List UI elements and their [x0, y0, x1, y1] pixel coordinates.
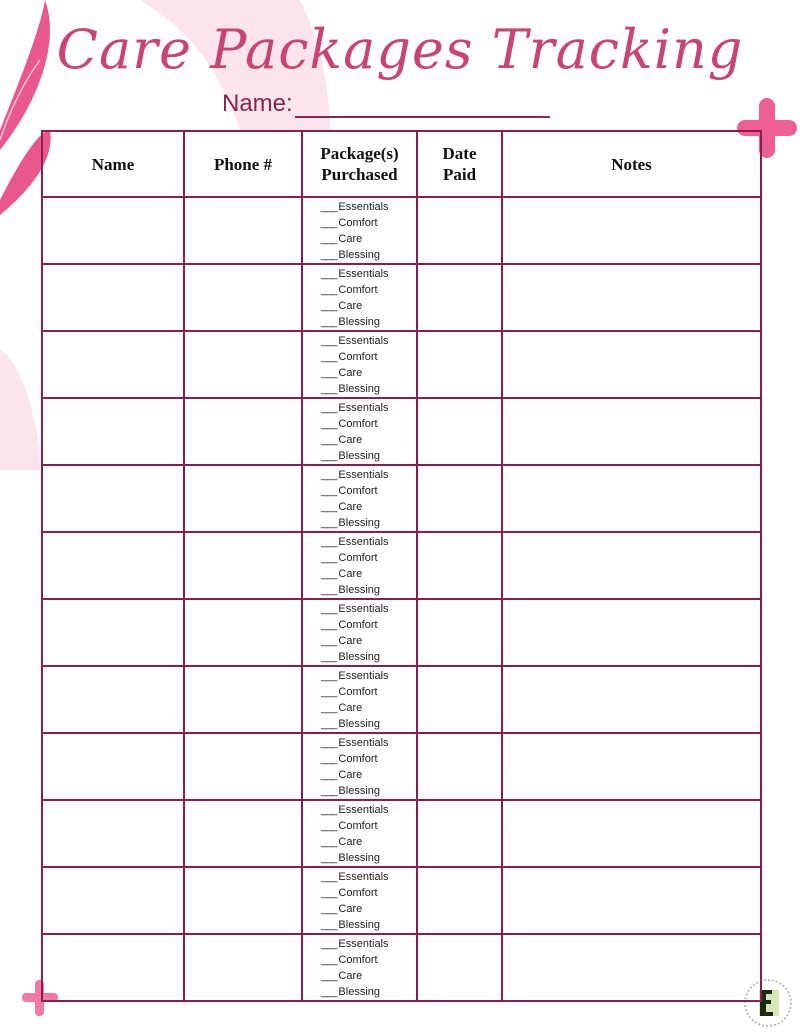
- notes-cell[interactable]: [502, 800, 761, 867]
- packages-cell[interactable]: [302, 532, 417, 599]
- phone-cell[interactable]: [184, 867, 302, 934]
- date-paid-cell[interactable]: [417, 398, 502, 465]
- table-row: [42, 599, 761, 666]
- date-paid-cell[interactable]: [417, 264, 502, 331]
- package-option[interactable]: ___ Care: [321, 901, 416, 917]
- table-row: [42, 264, 761, 331]
- package-options: [303, 266, 416, 330]
- table-row: [42, 331, 761, 398]
- date-paid-cell[interactable]: [417, 599, 502, 666]
- date-paid-cell[interactable]: [417, 666, 502, 733]
- name-cell[interactable]: [42, 532, 184, 599]
- packages-cell[interactable]: [302, 264, 417, 331]
- table-row: [42, 465, 761, 532]
- package-option[interactable]: ___ Essentials: [321, 199, 416, 215]
- date-paid-cell[interactable]: [417, 800, 502, 867]
- packages-cell[interactable]: [302, 599, 417, 666]
- notes-cell[interactable]: [502, 264, 761, 331]
- package-option[interactable]: ___ Blessing: [321, 314, 416, 330]
- package-option[interactable]: ___ Comfort: [321, 684, 416, 700]
- package-options: [303, 467, 416, 531]
- header-phone: Phone #: [184, 131, 302, 197]
- package-option[interactable]: ___ Essentials: [321, 869, 416, 885]
- package-option[interactable]: ___ Care: [321, 298, 416, 314]
- phone-cell[interactable]: [184, 599, 302, 666]
- package-option[interactable]: ___ Essentials: [321, 534, 416, 550]
- notes-cell[interactable]: [502, 465, 761, 532]
- packages-cell[interactable]: [302, 800, 417, 867]
- phone-cell[interactable]: [184, 264, 302, 331]
- package-options: [303, 869, 416, 933]
- notes-cell[interactable]: [502, 532, 761, 599]
- package-options: [303, 735, 416, 799]
- name-cell[interactable]: [42, 599, 184, 666]
- package-option[interactable]: ___ Blessing: [321, 381, 416, 397]
- package-option[interactable]: ___ Comfort: [321, 818, 416, 834]
- notes-cell[interactable]: [502, 197, 761, 264]
- package-options: [303, 333, 416, 397]
- name-cell[interactable]: [42, 465, 184, 532]
- page-title: Care Packages Tracking: [56, 18, 744, 81]
- table-row: [42, 867, 761, 934]
- package-options: [303, 936, 416, 1000]
- package-option[interactable]: ___ Essentials: [321, 668, 416, 684]
- date-paid-cell[interactable]: [417, 331, 502, 398]
- package-option[interactable]: ___ Care: [321, 968, 416, 984]
- name-label: Name:: [222, 90, 293, 117]
- notes-cell[interactable]: [502, 666, 761, 733]
- name-cell[interactable]: [42, 934, 184, 1001]
- name-cell[interactable]: [42, 800, 184, 867]
- package-options: [303, 668, 416, 732]
- package-option[interactable]: ___ Care: [321, 834, 416, 850]
- packages-cell[interactable]: [302, 666, 417, 733]
- package-option[interactable]: ___ Blessing: [321, 850, 416, 866]
- package-option[interactable]: ___ Comfort: [321, 550, 416, 566]
- phone-cell[interactable]: [184, 465, 302, 532]
- packages-cell[interactable]: [302, 934, 417, 1001]
- package-option[interactable]: ___ Care: [321, 231, 416, 247]
- package-option[interactable]: ___ Blessing: [321, 448, 416, 464]
- package-option[interactable]: ___ Care: [321, 700, 416, 716]
- phone-cell[interactable]: [184, 934, 302, 1001]
- packages-cell[interactable]: [302, 398, 417, 465]
- notes-cell[interactable]: [502, 599, 761, 666]
- name-cell[interactable]: [42, 197, 184, 264]
- name-cell[interactable]: [42, 264, 184, 331]
- notes-cell[interactable]: [502, 398, 761, 465]
- phone-cell[interactable]: [184, 532, 302, 599]
- package-option[interactable]: ___ Blessing: [321, 582, 416, 598]
- package-option[interactable]: ___ Comfort: [321, 885, 416, 901]
- package-option[interactable]: ___ Comfort: [321, 483, 416, 499]
- package-option[interactable]: ___ Comfort: [321, 215, 416, 231]
- package-option[interactable]: ___ Care: [321, 432, 416, 448]
- package-option[interactable]: ___ Comfort: [321, 751, 416, 767]
- package-option[interactable]: ___ Essentials: [321, 333, 416, 349]
- packages-cell[interactable]: [302, 733, 417, 800]
- date-paid-cell[interactable]: [417, 934, 502, 1001]
- package-option[interactable]: ___ Care: [321, 499, 416, 515]
- header-date-paid: Date Paid: [417, 131, 502, 197]
- notes-cell[interactable]: [502, 331, 761, 398]
- date-paid-cell[interactable]: [417, 197, 502, 264]
- notes-cell[interactable]: [502, 867, 761, 934]
- phone-cell[interactable]: [184, 666, 302, 733]
- table-row: [42, 934, 761, 1001]
- header-packages: Package(s) Purchased: [302, 131, 417, 197]
- name-cell[interactable]: [42, 331, 184, 398]
- package-option[interactable]: ___ Comfort: [321, 416, 416, 432]
- package-option[interactable]: ___ Essentials: [321, 601, 416, 617]
- name-cell[interactable]: [42, 733, 184, 800]
- phone-cell[interactable]: [184, 733, 302, 800]
- table-row: [42, 398, 761, 465]
- package-option[interactable]: ___ Essentials: [321, 735, 416, 751]
- package-option[interactable]: ___ Blessing: [321, 515, 416, 531]
- package-option[interactable]: ___ Blessing: [321, 783, 416, 799]
- package-options: [303, 802, 416, 866]
- package-option[interactable]: ___ Blessing: [321, 984, 416, 1000]
- package-option[interactable]: ___ Comfort: [321, 952, 416, 968]
- notes-cell[interactable]: [502, 733, 761, 800]
- name-field[interactable]: [222, 90, 550, 118]
- package-option[interactable]: ___ Blessing: [321, 649, 416, 665]
- name-line[interactable]: [295, 92, 550, 118]
- tracking-table: [41, 130, 762, 1002]
- table-row: [42, 532, 761, 599]
- package-option[interactable]: ___ Comfort: [321, 617, 416, 633]
- package-option[interactable]: ___ Essentials: [321, 400, 416, 416]
- package-option[interactable]: ___ Essentials: [321, 467, 416, 483]
- name-cell[interactable]: [42, 398, 184, 465]
- packages-cell[interactable]: [302, 331, 417, 398]
- package-option[interactable]: ___ Blessing: [321, 716, 416, 732]
- package-options: [303, 601, 416, 665]
- package-option[interactable]: ___ Care: [321, 566, 416, 582]
- package-option[interactable]: ___ Care: [321, 767, 416, 783]
- phone-cell[interactable]: [184, 800, 302, 867]
- phone-cell[interactable]: [184, 398, 302, 465]
- phone-cell[interactable]: [184, 197, 302, 264]
- name-cell[interactable]: [42, 666, 184, 733]
- name-cell[interactable]: [42, 867, 184, 934]
- date-paid-cell[interactable]: [417, 532, 502, 599]
- notes-cell[interactable]: [502, 934, 761, 1001]
- table-row: [42, 800, 761, 867]
- package-options: [303, 199, 416, 263]
- packages-cell[interactable]: [302, 867, 417, 934]
- package-option[interactable]: ___ Essentials: [321, 266, 416, 282]
- header-notes: Notes: [502, 131, 761, 197]
- package-option[interactable]: ___ Essentials: [321, 936, 416, 952]
- package-option[interactable]: ___ Comfort: [321, 349, 416, 365]
- table-row: [42, 733, 761, 800]
- package-option[interactable]: ___ Blessing: [321, 247, 416, 263]
- packages-cell[interactable]: [302, 197, 417, 264]
- package-option[interactable]: ___ Comfort: [321, 282, 416, 298]
- package-options: [303, 400, 416, 464]
- table-row: [42, 197, 761, 264]
- header-name: Name: [42, 131, 184, 197]
- package-option[interactable]: ___ Essentials: [321, 802, 416, 818]
- date-paid-cell[interactable]: [417, 465, 502, 532]
- packages-cell[interactable]: [302, 465, 417, 532]
- package-option[interactable]: ___ Blessing: [321, 917, 416, 933]
- package-option[interactable]: ___ Care: [321, 365, 416, 381]
- date-paid-cell[interactable]: [417, 867, 502, 934]
- package-options: [303, 534, 416, 598]
- table-row: [42, 666, 761, 733]
- date-paid-cell[interactable]: [417, 733, 502, 800]
- package-option[interactable]: ___ Care: [321, 633, 416, 649]
- phone-cell[interactable]: [184, 331, 302, 398]
